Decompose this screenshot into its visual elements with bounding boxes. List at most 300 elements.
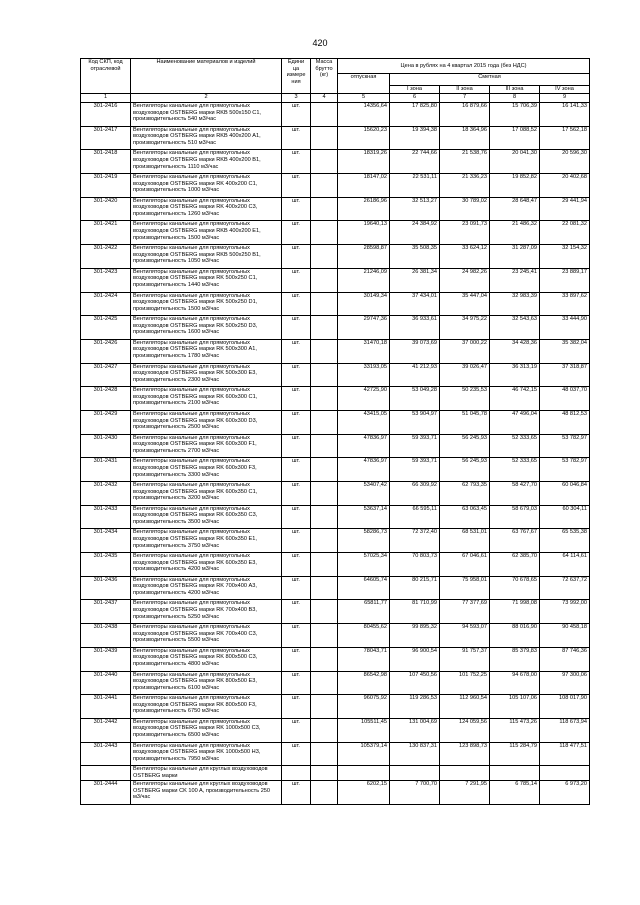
cell-zone-1: 130 837,31 [390,742,440,766]
cell-zone-1: 66 309,92 [390,482,440,506]
cell-zone-2: 101 752,25 [440,671,490,695]
cell-zone-2: 18 364,96 [440,126,490,150]
table-row [81,150,590,174]
column-index: 2 [131,94,282,103]
cell-code: 301-2433 [81,505,131,529]
cell-zone-4: 35 382,04 [540,339,590,363]
cell-release-price: 53637,14 [338,505,390,529]
cell-zone-2: 51 045,78 [440,410,490,434]
cell-code: 301-2424 [81,292,131,316]
cell-empty [282,766,311,781]
cell-mass [311,363,338,387]
cell-mass [311,781,338,805]
column-index: 5 [338,94,390,103]
cell-zone-1: 72 372,40 [390,529,440,553]
cell-mass [311,434,338,458]
cell-name: Вентиляторы канальные для прямоугольных воздуховодов OSTBERG марки RK 700х400 C3, производительность 5500 м3/час [131,624,282,648]
cell-mass [311,292,338,316]
cell-name: Вентиляторы канальные для прямоугольных воздуховодов OSTBERG марки RK 600х350 C3, производительность 3500 м3/час [131,505,282,529]
cell-release-price: 26186,96 [338,197,390,221]
cell-zone-1: 80 215,71 [390,576,440,600]
column-index: 1 [81,94,131,103]
table-row [81,387,590,411]
cell-unit: шт. [282,529,311,553]
cell-zone-4: 73 992,00 [540,600,590,624]
cell-code: 301-2423 [81,268,131,292]
cell-unit: шт. [282,245,311,269]
cell-zone-3: 52 333,65 [490,458,540,482]
header-zone-2: II зона [440,86,490,94]
cell-name: Вентиляторы канальные для прямоугольных воздуховодов OSTBERG марки RKB 400х200 A1, производительность 510 м3/час [131,126,282,150]
cell-zone-2: 23 091,73 [440,221,490,245]
cell-mass [311,553,338,577]
cell-zone-2: 56 245,93 [440,458,490,482]
table-row [81,410,590,434]
cell-zone-4: 87 746,36 [540,647,590,671]
cell-zone-2: 67 046,61 [440,553,490,577]
cell-zone-1: 53 904,97 [390,410,440,434]
cell-unit: шт. [282,268,311,292]
cell-zone-1: 19 394,38 [390,126,440,150]
cell-name: Вентиляторы канальные для прямоугольных воздуховодов OSTBERG марки RK 400х200 C1, производительность 1000 м3/час [131,174,282,198]
cell-unit: шт. [282,410,311,434]
cell-zone-2: 21 336,23 [440,174,490,198]
cell-zone-2: 35 447,04 [440,292,490,316]
table-row [81,103,590,127]
cell-unit: шт. [282,458,311,482]
header-zone-4: IV зона [540,86,590,94]
cell-zone-4: 29 441,94 [540,197,590,221]
cell-name: Вентиляторы канальные для прямоугольных воздуховодов OSTBERG марки RK 500х300 E3, производительность 2300 м3/час [131,363,282,387]
cell-zone-4: 20 596,30 [540,150,590,174]
cell-mass [311,718,338,742]
cell-zone-1: 66 595,11 [390,505,440,529]
cell-zone-3: 58 427,70 [490,482,540,506]
column-index: 4 [311,94,338,103]
column-index: 6 [390,94,440,103]
cell-zone-1: 99 895,32 [390,624,440,648]
cell-zone-4: 48 037,70 [540,387,590,411]
cell-zone-3: 28 648,47 [490,197,540,221]
cell-unit: шт. [282,553,311,577]
cell-zone-1: 107 450,56 [390,671,440,695]
cell-release-price: 31470,18 [338,339,390,363]
column-index: 3 [282,94,311,103]
cell-mass [311,624,338,648]
cell-mass [311,221,338,245]
cell-code: 301-2437 [81,600,131,624]
cell-zone-2: 68 531,01 [440,529,490,553]
cell-code: 301-2429 [81,410,131,434]
table-row [81,600,590,624]
cell-group-name: Вентиляторы канальные для круглых воздуховодов OSTBERG марки [131,766,282,781]
cell-zone-2: 56 245,93 [440,434,490,458]
header-zone-1: I зона [390,86,440,94]
cell-code: 301-2434 [81,529,131,553]
cell-zone-3: 52 333,65 [490,434,540,458]
cell-mass [311,316,338,340]
cell-release-price: 18147,02 [338,174,390,198]
cell-release-price: 65811,77 [338,600,390,624]
cell-code [81,766,131,781]
cell-zone-3: 71 998,08 [490,600,540,624]
cell-code: 301-2419 [81,174,131,198]
cell-zone-2: 75 958,01 [440,576,490,600]
cell-name: Вентиляторы канальные для прямоугольных воздуховодов OSTBERG марки RKB 400х200 E1, производительность 1500 м3/час [131,221,282,245]
cell-code: 301-2418 [81,150,131,174]
cell-zone-2: 34 975,22 [440,316,490,340]
cell-zone-4: 37 318,87 [540,363,590,387]
cell-zone-3: 20 041,30 [490,150,540,174]
cell-zone-1: 37 434,01 [390,292,440,316]
cell-zone-4: 60 046,84 [540,482,590,506]
cell-release-price: 105511,45 [338,718,390,742]
table-row [81,458,590,482]
cell-release-price: 80455,62 [338,624,390,648]
cell-mass [311,339,338,363]
cell-mass [311,529,338,553]
cell-mass [311,245,338,269]
table-row [81,647,590,671]
table-row [81,363,590,387]
cell-unit: шт. [282,482,311,506]
cell-name: Вентиляторы канальные для прямоугольных воздуховодов OSTBERG марки RK 800х500 E3, производительность 6100 м3/час [131,671,282,695]
cell-zone-1: 59 393,71 [390,458,440,482]
table-row [81,529,590,553]
cell-zone-1: 96 900,54 [390,647,440,671]
cell-code: 301-2440 [81,671,131,695]
cell-name: Вентиляторы канальные для прямоугольных воздуховодов OSTBERG марки RK 500х250 D3, производительность 1600 м3/час [131,316,282,340]
cell-name: Вентиляторы канальные для прямоугольных воздуховодов OSTBERG марки RK 700х400 B3, производительность 5250 м3/час [131,600,282,624]
cell-release-price: 43415,05 [338,410,390,434]
cell-mass [311,268,338,292]
cell-zone-2: 7 291,95 [440,781,490,805]
cell-unit: шт. [282,576,311,600]
cell-zone-1: 24 384,92 [390,221,440,245]
header-mass: Масса брутто (кг) [311,59,338,94]
table-row [81,197,590,221]
table-row [81,742,590,766]
cell-zone-2: 21 538,76 [440,150,490,174]
header-zone-3: III зона [490,86,540,94]
cell-zone-1: 81 710,99 [390,600,440,624]
cell-unit: шт. [282,339,311,363]
table-row [81,339,590,363]
cell-zone-2: 77 377,69 [440,600,490,624]
cell-release-price: 78043,71 [338,647,390,671]
cell-zone-2: 62 793,35 [440,482,490,506]
cell-mass [311,126,338,150]
column-index: 9 [540,94,590,103]
cell-zone-3: 115 473,26 [490,718,540,742]
cell-release-price: 6202,15 [338,781,390,805]
cell-zone-3: 34 428,36 [490,339,540,363]
cell-release-price: 105379,14 [338,742,390,766]
cell-code: 301-2425 [81,316,131,340]
header-unit: Едини ца измере ния [282,59,311,94]
cell-zone-3: 21 486,32 [490,221,540,245]
cell-mass [311,458,338,482]
cell-unit: шт. [282,695,311,719]
cell-zone-2: 50 235,53 [440,387,490,411]
cell-empty [490,766,540,781]
cell-zone-4: 32 154,32 [540,245,590,269]
cell-zone-1: 22 531,11 [390,174,440,198]
cell-zone-4: 53 782,97 [540,434,590,458]
cell-mass [311,387,338,411]
cell-release-price: 57025,34 [338,553,390,577]
cell-empty [338,766,390,781]
cell-mass [311,647,338,671]
cell-unit: шт. [282,316,311,340]
cell-unit: шт. [282,742,311,766]
cell-release-price: 53407,42 [338,482,390,506]
cell-unit: шт. [282,174,311,198]
table-row [81,434,590,458]
cell-code: 301-2436 [81,576,131,600]
cell-name: Вентиляторы канальные для прямоугольных воздуховодов OSTBERG марки RK 600х300 D3, производительность 2500 м3/час [131,410,282,434]
cell-zone-1: 59 393,71 [390,434,440,458]
cell-zone-4: 48 812,53 [540,410,590,434]
cell-code: 301-2441 [81,695,131,719]
cell-release-price: 58286,73 [338,529,390,553]
cell-unit: шт. [282,600,311,624]
cell-name: Вентиляторы канальные для прямоугольных воздуховодов OSTBERG марки RK 500х250 C1, производительность 1440 м3/час [131,268,282,292]
cell-zone-3: 6 785,14 [490,781,540,805]
cell-unit: шт. [282,221,311,245]
table-row [81,174,590,198]
cell-zone-1: 39 073,69 [390,339,440,363]
cell-zone-2: 30 789,02 [440,197,490,221]
cell-zone-3: 17 088,52 [490,126,540,150]
cell-name: Вентиляторы канальные для прямоугольных воздуховодов OSTBERG марки RK 800х500 F3, производительность 6750 м3/час [131,695,282,719]
cell-zone-4: 60 304,11 [540,505,590,529]
cell-zone-1: 32 513,27 [390,197,440,221]
cell-zone-4: 97 300,06 [540,671,590,695]
cell-code: 301-2430 [81,434,131,458]
table-row [81,695,590,719]
cell-name: Вентиляторы канальные для прямоугольных воздуховодов OSTBERG марки RK 1000х500 C3, производительность 6500 м3/час [131,718,282,742]
cell-release-price: 47836,97 [338,458,390,482]
cell-zone-3: 63 767,67 [490,529,540,553]
table-row [81,781,590,805]
cell-release-price: 21246,09 [338,268,390,292]
cell-code: 301-2416 [81,103,131,127]
cell-zone-2: 24 982,26 [440,268,490,292]
cell-zone-4: 118 477,51 [540,742,590,766]
cell-unit: шт. [282,718,311,742]
cell-release-price: 30149,34 [338,292,390,316]
column-index-row [81,94,590,103]
cell-release-price: 47836,97 [338,434,390,458]
table-row [81,221,590,245]
cell-zone-1: 22 744,66 [390,150,440,174]
cell-zone-3: 58 679,03 [490,505,540,529]
cell-zone-2: 94 593,07 [440,624,490,648]
cell-zone-1: 70 803,73 [390,553,440,577]
table-row [81,268,590,292]
cell-zone-4: 108 017,90 [540,695,590,719]
cell-name: Вентиляторы канальные для прямоугольных воздуховодов OSTBERG марки RK 500х300 A1, производительность 1780 м3/час [131,339,282,363]
cell-mass [311,103,338,127]
cell-unit: шт. [282,197,311,221]
cell-name: Вентиляторы канальные для прямоугольных воздуховодов OSTBERG марки RK 1000х500 H3, производительность 7950 м3/час [131,742,282,766]
cell-zone-2: 91 757,37 [440,647,490,671]
table-row [81,245,590,269]
cell-zone-3: 31 287,09 [490,245,540,269]
cell-zone-4: 33 444,90 [540,316,590,340]
cell-code: 301-2444 [81,781,131,805]
cell-empty [540,766,590,781]
cell-release-price: 42725,90 [338,387,390,411]
table-row [81,292,590,316]
cell-zone-3: 88 016,90 [490,624,540,648]
cell-zone-3: 62 385,70 [490,553,540,577]
cell-unit: шт. [282,624,311,648]
page-number: 420 [312,38,328,48]
table-row [81,126,590,150]
cell-name: Вентиляторы канальные для прямоугольных воздуховодов OSTBERG марки RK 600х350 E1, производительность 3750 м3/час [131,529,282,553]
cell-zone-2: 112 960,54 [440,695,490,719]
cell-unit: шт. [282,103,311,127]
cell-empty [311,766,338,781]
cell-zone-3: 19 852,82 [490,174,540,198]
cell-release-price: 96075,92 [338,695,390,719]
cell-zone-2: 37 000,22 [440,339,490,363]
cell-zone-3: 115 284,79 [490,742,540,766]
cell-release-price: 28598,87 [338,245,390,269]
cell-zone-4: 65 535,38 [540,529,590,553]
cell-zone-3: 46 742,15 [490,387,540,411]
cell-mass [311,576,338,600]
cell-zone-3: 15 706,39 [490,103,540,127]
table-row [81,671,590,695]
header-release: отпускная [338,74,390,94]
cell-name: Вентиляторы канальные для прямоугольных воздуховодов OSTBERG марки RKB 400х200 B1, производительность 1110 м3/час [131,150,282,174]
table-row [81,624,590,648]
cell-release-price: 86542,98 [338,671,390,695]
cell-empty [440,766,490,781]
table-row [81,505,590,529]
cell-zone-1: 41 212,93 [390,363,440,387]
cell-code: 301-2420 [81,197,131,221]
cell-unit: шт. [282,781,311,805]
cell-zone-1: 36 933,61 [390,316,440,340]
cell-release-price: 29747,36 [338,316,390,340]
cell-zone-4: 90 458,18 [540,624,590,648]
cell-name: Вентиляторы канальные для круглых воздуховодов OSTBERG марки CK 100 A, производительность 250 м3/час [131,781,282,805]
cell-code: 301-2438 [81,624,131,648]
header-name: Наименование материалов и изделий [131,59,282,94]
cell-release-price: 64605,74 [338,576,390,600]
cell-name: Вентиляторы канальные для прямоугольных воздуховодов OSTBERG марки RK 600х300 F3, производительность 3300 м3/час [131,458,282,482]
cell-name: Вентиляторы канальные для прямоугольных воздуховодов OSTBERG марки RK 500х250 D1, производительность 1500 м3/час [131,292,282,316]
cell-zone-1: 53 049,28 [390,387,440,411]
cell-zone-2: 123 898,73 [440,742,490,766]
table-row [81,482,590,506]
cell-mass [311,174,338,198]
cell-zone-1: 7 700,70 [390,781,440,805]
cell-release-price: 33193,05 [338,363,390,387]
cell-zone-3: 23 245,41 [490,268,540,292]
cell-name: Вентиляторы канальные для прямоугольных воздуховодов OSTBERG марки RKB 500х150 C1, производительность 540 м3/час [131,103,282,127]
cell-mass [311,671,338,695]
cell-zone-1: 119 286,53 [390,695,440,719]
cell-code: 301-2435 [81,553,131,577]
table-row [81,553,590,577]
cell-zone-1: 17 825,80 [390,103,440,127]
cell-unit: шт. [282,505,311,529]
cell-zone-2: 16 879,66 [440,103,490,127]
cell-release-price: 15620,23 [338,126,390,150]
cell-code: 301-2426 [81,339,131,363]
header-price-title: Цена в рублях на 4 квартал 2015 года (без НДС) [338,59,590,74]
cell-unit: шт. [282,647,311,671]
cell-name: Вентиляторы канальные для прямоугольных воздуховодов OSTBERG марки RK 600х300 F1, производительность 2700 м3/час [131,434,282,458]
cell-zone-3: 85 379,83 [490,647,540,671]
cell-unit: шт. [282,363,311,387]
cell-zone-3: 36 313,19 [490,363,540,387]
cell-unit: шт. [282,434,311,458]
cell-name: Вентиляторы канальные для прямоугольных воздуховодов OSTBERG марки RK 600х300 C1, производительность 2100 м3/час [131,387,282,411]
cell-zone-4: 17 562,18 [540,126,590,150]
cell-release-price: 14356,64 [338,103,390,127]
cell-unit: шт. [282,671,311,695]
cell-zone-4: 23 889,17 [540,268,590,292]
cell-zone-3: 32 983,39 [490,292,540,316]
cell-zone-1: 26 381,34 [390,268,440,292]
cell-zone-3: 47 496,04 [490,410,540,434]
cell-mass [311,410,338,434]
cell-code: 301-2443 [81,742,131,766]
cell-zone-4: 118 673,94 [540,718,590,742]
column-index: 7 [440,94,490,103]
cell-mass [311,150,338,174]
cell-zone-4: 20 402,68 [540,174,590,198]
cell-zone-1: 35 508,35 [390,245,440,269]
cell-name: Вентиляторы канальные для прямоугольных воздуховодов OSTBERG марки RK 600х350 E3, производительность 4200 м3/час [131,553,282,577]
cell-mass [311,197,338,221]
price-table [80,58,590,805]
cell-mass [311,505,338,529]
cell-release-price: 18319,26 [338,150,390,174]
cell-mass [311,695,338,719]
cell-code: 301-2417 [81,126,131,150]
cell-unit: шт. [282,126,311,150]
cell-zone-4: 6 973,20 [540,781,590,805]
cell-code: 301-2427 [81,363,131,387]
cell-zone-4: 16 141,33 [540,103,590,127]
cell-name: Вентиляторы канальные для прямоугольных воздуховодов OSTBERG марки RK 700х400 A3, производительность 4200 м3/час [131,576,282,600]
table-row [81,576,590,600]
cell-zone-2: 63 063,45 [440,505,490,529]
cell-mass [311,742,338,766]
cell-unit: шт. [282,387,311,411]
cell-name: Вентиляторы канальные для прямоугольных воздуховодов OSTBERG марки RK 800х500 C3, производительность 4800 м3/час [131,647,282,671]
cell-zone-3: 70 678,65 [490,576,540,600]
cell-zone-4: 22 081,32 [540,221,590,245]
cell-mass [311,600,338,624]
cell-code: 301-2428 [81,387,131,411]
cell-zone-4: 53 782,97 [540,458,590,482]
header-code: Код СКП, код отраслевой [81,59,131,94]
cell-zone-4: 33 897,62 [540,292,590,316]
cell-zone-4: 64 114,61 [540,553,590,577]
header-estimate: Сметная [390,74,590,86]
cell-name: Вентиляторы канальные для прямоугольных воздуховодов OSTBERG марки RK 600х350 C1, производительность 3200 м3/час [131,482,282,506]
cell-zone-3: 105 107,06 [490,695,540,719]
cell-name: Вентиляторы канальные для прямоугольных воздуховодов OSTBERG марки RKB 500х250 B1, производительность 1050 м3/час [131,245,282,269]
